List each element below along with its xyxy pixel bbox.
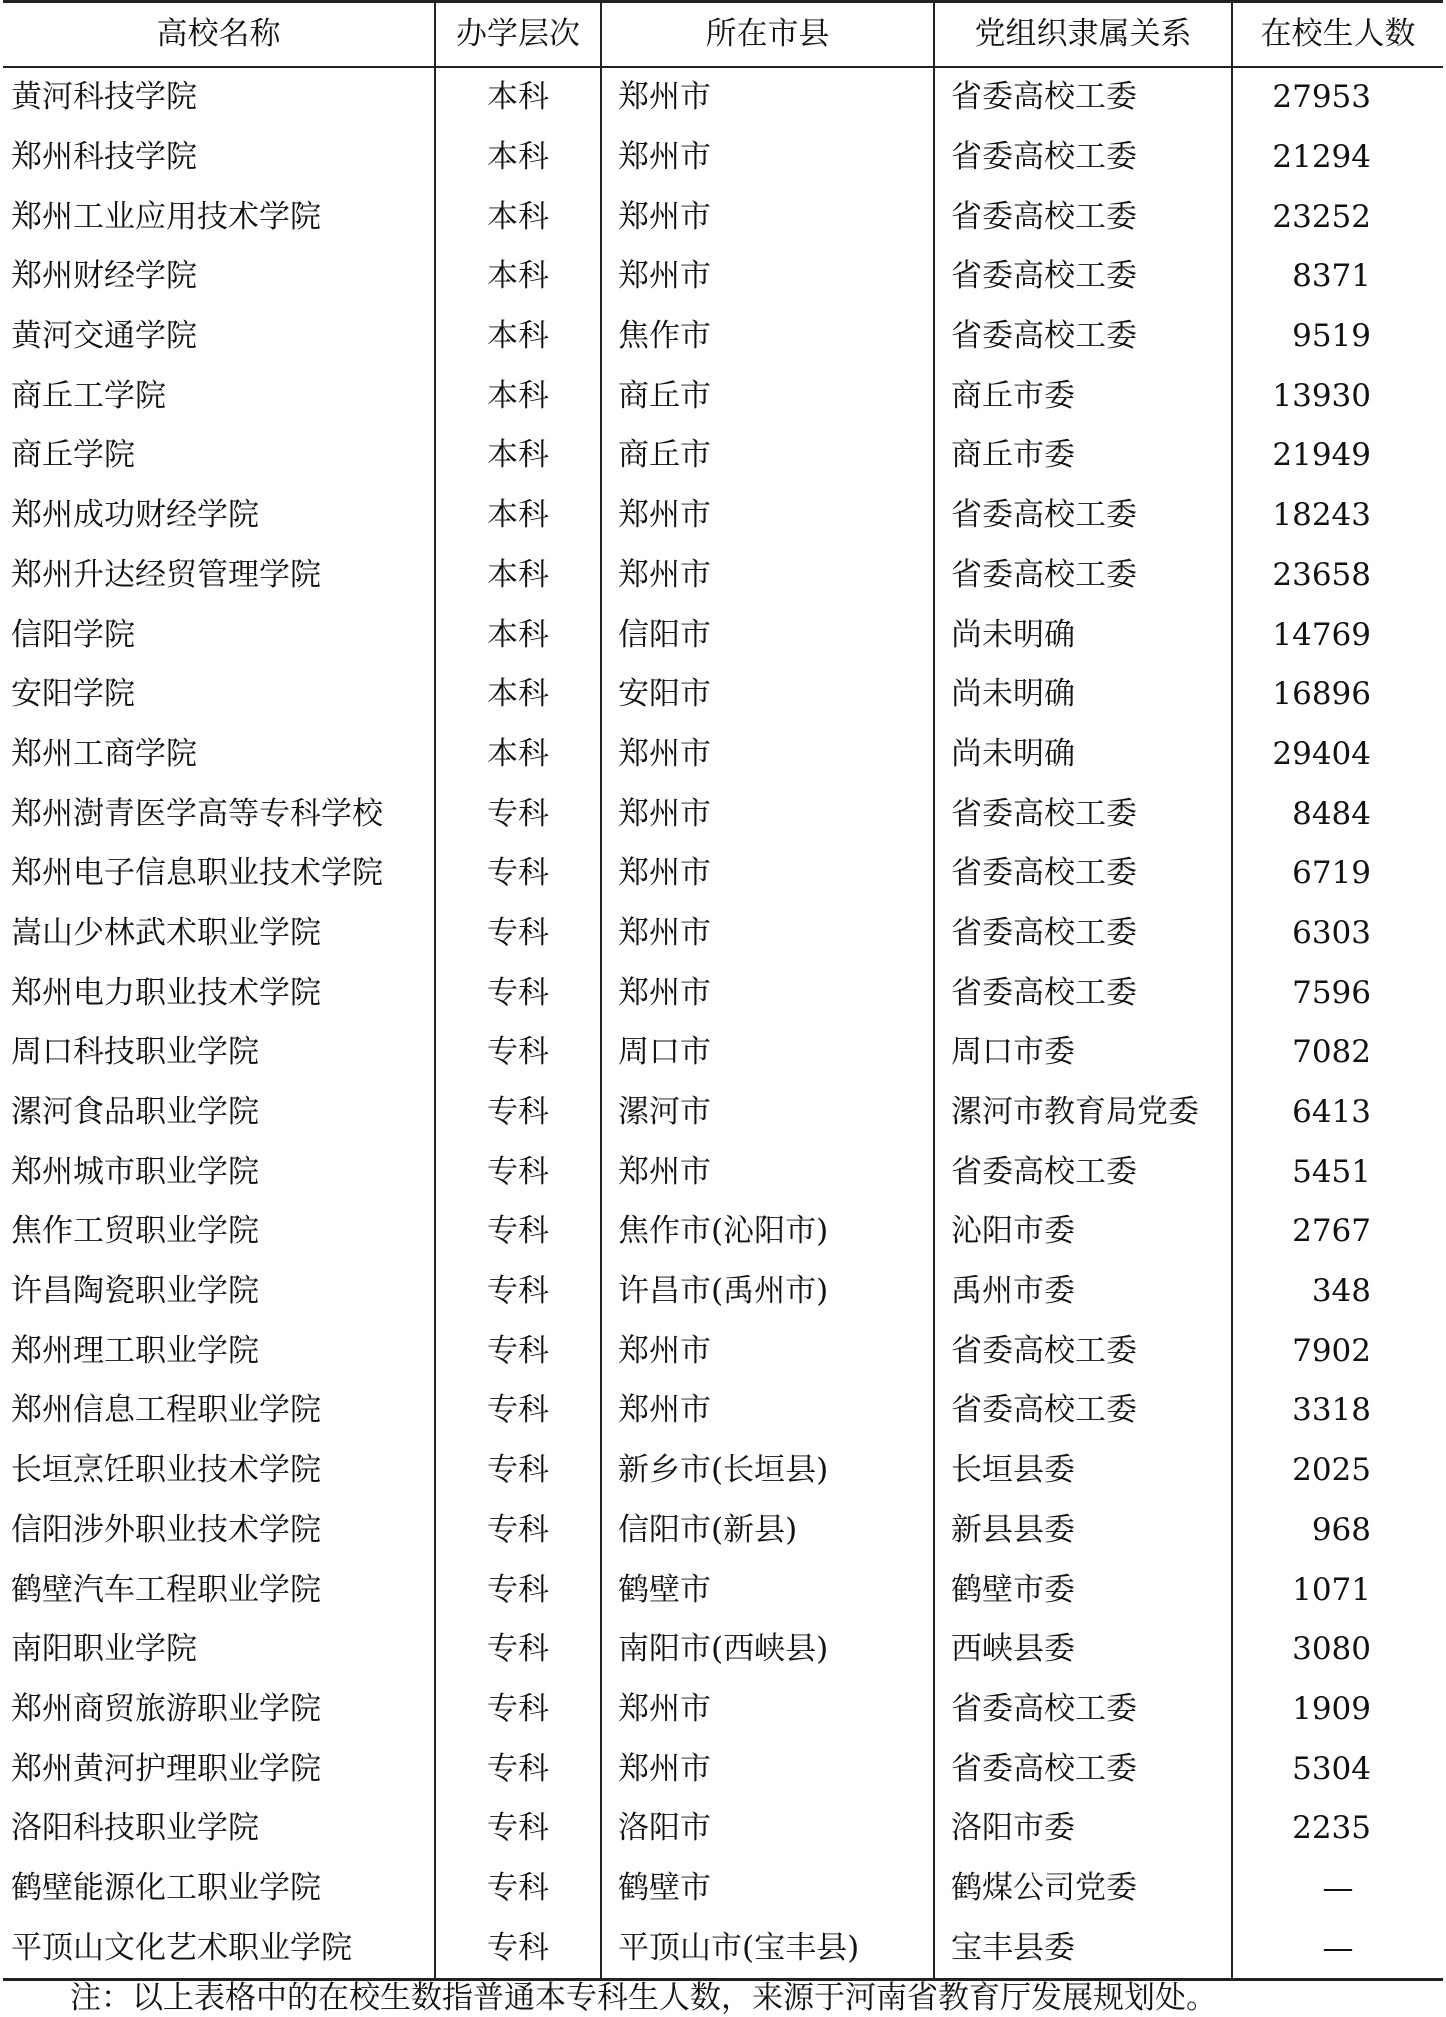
cell-student-count: — [1232, 1918, 1443, 1979]
cell-school-name: 郑州澍青医学高等专科学校 [11, 795, 383, 832]
cell-city: 郑州市 [601, 486, 934, 546]
cell-student-count: 6413 [1232, 1083, 1443, 1143]
cell-student-count: 1071 [1232, 1560, 1443, 1620]
cell-city: 郑州市 [601, 784, 934, 844]
cell-level: 本科 [435, 486, 601, 546]
cell-party-affiliation: 洛阳市委 [934, 1799, 1232, 1859]
cell-level: 本科 [435, 546, 601, 606]
cell-school-name: 郑州电力职业技术学院 [11, 974, 321, 1011]
cell-student-count: 23252 [1232, 187, 1443, 247]
cell-level: 专科 [435, 1441, 601, 1501]
cell-city: 信阳市 [601, 605, 934, 665]
cell-party-affiliation: 省委高校工委 [934, 963, 1232, 1023]
cell-level: 本科 [435, 187, 601, 247]
cell-city: 焦作市(沁阳市) [601, 1202, 934, 1262]
table-row [3, 963, 1443, 1023]
table-row [3, 1799, 1443, 1859]
cell-level: 专科 [435, 1142, 601, 1202]
cell-level: 专科 [435, 1918, 601, 1979]
cell-school-name: 郑州信息工程职业学院 [11, 1392, 321, 1429]
cell-party-affiliation: 宝丰县委 [934, 1918, 1232, 1979]
cell-student-count: 348 [1232, 1262, 1443, 1322]
table-row [3, 1262, 1443, 1322]
cell-student-count: 7902 [1232, 1321, 1443, 1381]
cell-level: 专科 [435, 1262, 601, 1322]
table-row [3, 1381, 1443, 1441]
cell-party-affiliation: 省委高校工委 [934, 128, 1232, 188]
cell-level: 本科 [435, 725, 601, 785]
cell-party-affiliation: 鹤壁市委 [934, 1560, 1232, 1620]
table-row [3, 1202, 1443, 1262]
cell-party-affiliation: 西峡县委 [934, 1620, 1232, 1680]
cell-school-name: 长垣烹饪职业技术学院 [11, 1452, 321, 1489]
cell-level: 专科 [435, 963, 601, 1023]
table-row [3, 307, 1443, 367]
table-row [3, 1739, 1443, 1799]
cell-student-count: 18243 [1232, 486, 1443, 546]
cell-city: 鹤壁市 [601, 1560, 934, 1620]
cell-city: 商丘市 [601, 426, 934, 486]
cell-city: 郑州市 [601, 67, 934, 128]
cell-school-name: 郑州城市职业学院 [11, 1153, 259, 1190]
header-school-name: 高校名称 [3, 2, 435, 68]
table-row [3, 1560, 1443, 1620]
cell-level: 专科 [435, 1083, 601, 1143]
cell-level: 本科 [435, 307, 601, 367]
table-footnote: 注：以上表格中的在校生数指普通本专科生人数，来源于河南省教育厅发展规划处。 [70, 1980, 1217, 2016]
table-row [3, 1441, 1443, 1501]
cell-school-name: 郑州科技学院 [11, 139, 197, 176]
cell-city: 漯河市 [601, 1083, 934, 1143]
cell-school-name: 郑州工商学院 [11, 735, 197, 772]
table-row [3, 784, 1443, 844]
cell-school-name: 郑州黄河护理职业学院 [11, 1750, 321, 1787]
table-row [3, 605, 1443, 665]
cell-city: 商丘市 [601, 366, 934, 426]
cell-city: 郑州市 [601, 725, 934, 785]
table-row [3, 1859, 1443, 1919]
cell-party-affiliation: 尚未明确 [934, 605, 1232, 665]
cell-city: 焦作市 [601, 307, 934, 367]
cell-city: 郑州市 [601, 187, 934, 247]
cell-level: 专科 [435, 1321, 601, 1381]
cell-student-count: 7082 [1232, 1023, 1443, 1083]
cell-level: 专科 [435, 1023, 601, 1083]
cell-party-affiliation: 省委高校工委 [934, 187, 1232, 247]
cell-party-affiliation: 省委高校工委 [934, 67, 1232, 128]
cell-school-name: 郑州理工职业学院 [11, 1332, 259, 1369]
cell-student-count: 16896 [1232, 665, 1443, 725]
cell-city: 南阳市(西峡县) [601, 1620, 934, 1680]
table-row [3, 128, 1443, 188]
cell-party-affiliation: 省委高校工委 [934, 1321, 1232, 1381]
cell-level: 本科 [435, 665, 601, 725]
table-row [3, 725, 1443, 785]
cell-city: 郑州市 [601, 1321, 934, 1381]
cell-student-count: 9519 [1232, 307, 1443, 367]
cell-school-name: 黄河科技学院 [11, 79, 197, 116]
cell-city: 许昌市(禹州市) [601, 1262, 934, 1322]
cell-school-name: 郑州电子信息职业技术学院 [11, 855, 383, 892]
table-row [3, 844, 1443, 904]
cell-student-count: 3080 [1232, 1620, 1443, 1680]
cell-school-name: 商丘学院 [11, 437, 135, 474]
table-row [3, 1501, 1443, 1561]
cell-student-count: 14769 [1232, 605, 1443, 665]
cell-level: 专科 [435, 844, 601, 904]
cell-student-count: 1909 [1232, 1680, 1443, 1740]
cell-city: 平顶山市(宝丰县) [601, 1918, 934, 1979]
cell-student-count: 2767 [1232, 1202, 1443, 1262]
cell-school-name: 黄河交通学院 [11, 318, 197, 355]
cell-party-affiliation: 省委高校工委 [934, 486, 1232, 546]
cell-school-name: 嵩山少林武术职业学院 [11, 914, 321, 951]
table-row [3, 1083, 1443, 1143]
cell-student-count: 29404 [1232, 725, 1443, 785]
cell-party-affiliation: 省委高校工委 [934, 1142, 1232, 1202]
cell-school-name: 许昌陶瓷职业学院 [11, 1273, 259, 1310]
table-row [3, 1142, 1443, 1202]
cell-school-name: 鹤壁汽车工程职业学院 [11, 1571, 321, 1608]
cell-student-count: 6303 [1232, 904, 1443, 964]
cell-city: 洛阳市 [601, 1799, 934, 1859]
cell-student-count: 5304 [1232, 1739, 1443, 1799]
cell-city: 郑州市 [601, 904, 934, 964]
cell-party-affiliation: 漯河市教育局党委 [934, 1083, 1232, 1143]
cell-school-name: 周口科技职业学院 [11, 1034, 259, 1071]
cell-city: 周口市 [601, 1023, 934, 1083]
cell-party-affiliation: 长垣县委 [934, 1441, 1232, 1501]
table-row [3, 486, 1443, 546]
cell-city: 郑州市 [601, 1739, 934, 1799]
cell-school-name: 安阳学院 [11, 676, 135, 713]
cell-city: 郑州市 [601, 1680, 934, 1740]
cell-party-affiliation: 省委高校工委 [934, 784, 1232, 844]
cell-school-name: 郑州升达经贸管理学院 [11, 556, 321, 593]
cell-level: 专科 [435, 784, 601, 844]
cell-city: 郑州市 [601, 247, 934, 307]
cell-party-affiliation: 省委高校工委 [934, 1381, 1232, 1441]
cell-level: 本科 [435, 426, 601, 486]
cell-school-name: 郑州工业应用技术学院 [11, 198, 321, 235]
cell-party-affiliation: 商丘市委 [934, 426, 1232, 486]
cell-student-count: 8371 [1232, 247, 1443, 307]
cell-city: 郑州市 [601, 128, 934, 188]
cell-level: 专科 [435, 1620, 601, 1680]
table-row [3, 1918, 1443, 1979]
cell-party-affiliation: 省委高校工委 [934, 904, 1232, 964]
cell-city: 郑州市 [601, 963, 934, 1023]
cell-student-count: 7596 [1232, 963, 1443, 1023]
cell-level: 专科 [435, 1799, 601, 1859]
cell-level: 专科 [435, 1859, 601, 1919]
table-header-row [3, 2, 1443, 68]
cell-school-name: 鹤壁能源化工职业学院 [11, 1869, 321, 1906]
cell-party-affiliation: 鹤煤公司党委 [934, 1859, 1232, 1919]
cell-student-count: 27953 [1232, 67, 1443, 128]
table-row [3, 904, 1443, 964]
table-row [3, 665, 1443, 725]
cell-school-name: 郑州商贸旅游职业学院 [11, 1690, 321, 1727]
cell-party-affiliation: 新县县委 [934, 1501, 1232, 1561]
cell-school-name: 南阳职业学院 [11, 1631, 197, 1668]
cell-level: 专科 [435, 1680, 601, 1740]
table-row [3, 366, 1443, 426]
cell-party-affiliation: 省委高校工委 [934, 546, 1232, 606]
cell-school-name: 信阳学院 [11, 616, 135, 653]
cell-school-name: 商丘工学院 [11, 377, 166, 414]
cell-student-count: 8484 [1232, 784, 1443, 844]
cell-school-name: 平顶山文化艺术职业学院 [11, 1929, 352, 1966]
cell-city: 信阳市(新县) [601, 1501, 934, 1561]
cell-school-name: 焦作工贸职业学院 [11, 1213, 259, 1250]
cell-level: 专科 [435, 1381, 601, 1441]
cell-party-affiliation: 商丘市委 [934, 366, 1232, 426]
cell-level: 专科 [435, 1560, 601, 1620]
cell-level: 本科 [435, 67, 601, 128]
cell-student-count: 21949 [1232, 426, 1443, 486]
cell-level: 本科 [435, 128, 601, 188]
header-student-count: 在校生人数 [1232, 2, 1443, 68]
header-level: 办学层次 [435, 2, 601, 68]
table-row [3, 1321, 1443, 1381]
cell-student-count: 2025 [1232, 1441, 1443, 1501]
cell-party-affiliation: 省委高校工委 [934, 844, 1232, 904]
table-row [3, 187, 1443, 247]
cell-level: 专科 [435, 1202, 601, 1262]
cell-city: 郑州市 [601, 844, 934, 904]
cell-party-affiliation: 省委高校工委 [934, 307, 1232, 367]
cell-party-affiliation: 省委高校工委 [934, 1739, 1232, 1799]
cell-student-count: 3318 [1232, 1381, 1443, 1441]
table-row [3, 67, 1443, 128]
cell-school-name: 信阳涉外职业技术学院 [11, 1511, 321, 1548]
header-city: 所在市县 [601, 2, 934, 68]
table-row [3, 546, 1443, 606]
cell-party-affiliation: 沁阳市委 [934, 1202, 1232, 1262]
table-row [3, 1680, 1443, 1740]
cell-student-count: 21294 [1232, 128, 1443, 188]
cell-city: 鹤壁市 [601, 1859, 934, 1919]
table-row [3, 1620, 1443, 1680]
cell-student-count: 5451 [1232, 1142, 1443, 1202]
table-row [3, 1023, 1443, 1083]
cell-school-name: 洛阳科技职业学院 [11, 1810, 259, 1847]
cell-level: 本科 [435, 366, 601, 426]
cell-level: 本科 [435, 605, 601, 665]
cell-level: 本科 [435, 247, 601, 307]
cell-city: 郑州市 [601, 546, 934, 606]
cell-school-name: 郑州成功财经学院 [11, 497, 259, 534]
cell-student-count: 13930 [1232, 366, 1443, 426]
cell-student-count: 968 [1232, 1501, 1443, 1561]
header-party-affiliation: 党组织隶属关系 [934, 2, 1232, 68]
cell-level: 专科 [435, 1501, 601, 1561]
cell-city: 郑州市 [601, 1142, 934, 1202]
cell-party-affiliation: 省委高校工委 [934, 247, 1232, 307]
cell-level: 专科 [435, 904, 601, 964]
cell-city: 郑州市 [601, 1381, 934, 1441]
universities-table [3, 0, 1443, 1981]
table-row [3, 247, 1443, 307]
cell-school-name: 漯河食品职业学院 [11, 1094, 259, 1131]
cell-party-affiliation: 禹州市委 [934, 1262, 1232, 1322]
table-body [3, 67, 1443, 1980]
cell-school-name: 郑州财经学院 [11, 258, 197, 295]
cell-student-count: — [1232, 1859, 1443, 1919]
cell-level: 专科 [435, 1739, 601, 1799]
table-row [3, 426, 1443, 486]
cell-party-affiliation: 周口市委 [934, 1023, 1232, 1083]
cell-city: 安阳市 [601, 665, 934, 725]
cell-party-affiliation: 省委高校工委 [934, 1680, 1232, 1740]
cell-student-count: 2235 [1232, 1799, 1443, 1859]
cell-party-affiliation: 尚未明确 [934, 725, 1232, 785]
cell-student-count: 6719 [1232, 844, 1443, 904]
cell-student-count: 23658 [1232, 546, 1443, 606]
cell-city: 新乡市(长垣县) [601, 1441, 934, 1501]
cell-party-affiliation: 尚未明确 [934, 665, 1232, 725]
